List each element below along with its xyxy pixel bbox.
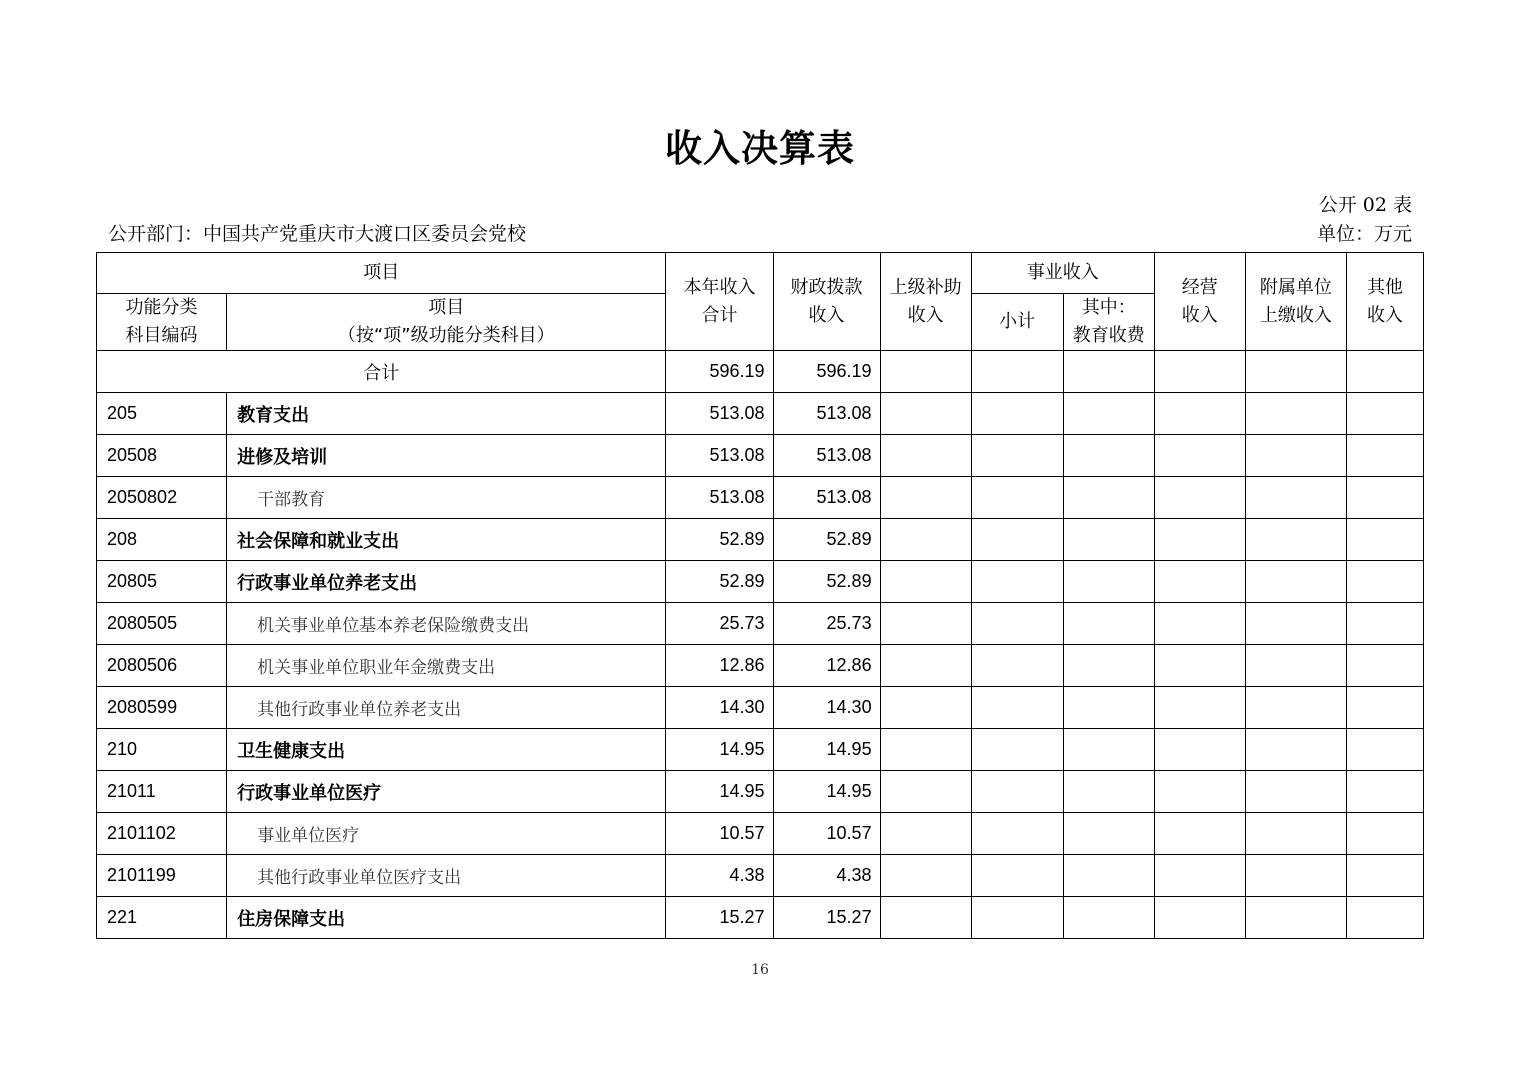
subtotal-cell [971, 645, 1063, 687]
header-fiscal [773, 253, 880, 351]
affiliate-cell [1245, 771, 1346, 813]
item-name-cell: 行政事业单位养老支出 [227, 561, 666, 603]
other-cell [1346, 855, 1423, 897]
item-name-cell: 其他行政事业单位医疗支出 [227, 855, 666, 897]
edu-fee-cell [1063, 813, 1154, 855]
superior-cell [880, 855, 971, 897]
other-cell [1346, 687, 1423, 729]
header-project-group: 项目 [97, 253, 666, 294]
table-row [97, 393, 1424, 435]
table-row [97, 855, 1424, 897]
item-name-cell: 机关事业单位基本养老保险缴费支出 [227, 603, 666, 645]
total-income-cell: 52.89 [666, 519, 773, 561]
affiliate-cell [1245, 393, 1346, 435]
table-row [97, 897, 1424, 939]
page-number: 16 [751, 962, 769, 978]
fiscal-cell: 25.73 [773, 603, 880, 645]
affiliate-cell [1245, 813, 1346, 855]
func-code-cell: 205 [97, 393, 227, 435]
func-code-cell: 2080506 [97, 645, 227, 687]
total-edu-fee-cell [1063, 351, 1154, 393]
table-row [97, 687, 1424, 729]
fiscal-cell: 14.95 [773, 729, 880, 771]
table-row [97, 561, 1424, 603]
other-cell [1346, 897, 1423, 939]
subtotal-cell [971, 477, 1063, 519]
superior-cell [880, 645, 971, 687]
affiliate-cell [1245, 687, 1346, 729]
fiscal-cell: 513.08 [773, 393, 880, 435]
header-func-code-line2: 科目编码 [125, 325, 198, 346]
edu-fee-cell [1063, 519, 1154, 561]
item-name-cell: 事业单位医疗 [227, 813, 666, 855]
superior-cell [880, 393, 971, 435]
total-income-cell: 12.86 [666, 645, 773, 687]
affiliate-cell [1245, 729, 1346, 771]
total-label: 合计 [97, 351, 666, 393]
total-income-cell: 513.08 [666, 435, 773, 477]
subtotal-cell [971, 897, 1063, 939]
total-income-cell: 596.19 [666, 351, 773, 393]
operating-cell [1154, 603, 1245, 645]
superior-cell [880, 813, 971, 855]
superior-cell [880, 477, 971, 519]
header-item-line2: （按“项”级功能分类科目） [337, 325, 555, 346]
total-income-cell: 14.95 [666, 771, 773, 813]
func-code-cell: 2080599 [97, 687, 227, 729]
superior-cell [880, 603, 971, 645]
superior-cell [880, 729, 971, 771]
fiscal-cell: 4.38 [773, 855, 880, 897]
header-affiliate-line1: 附属单位 [1259, 276, 1332, 298]
operating-cell [1154, 393, 1245, 435]
subtotal-cell [971, 855, 1063, 897]
department-label: 公开部门：中国共产党重庆市大渡口区委员会党校 [108, 223, 527, 245]
table-row [97, 771, 1424, 813]
other-cell [1346, 813, 1423, 855]
total-operating-cell [1154, 351, 1245, 393]
header-item [227, 294, 666, 351]
header-operating-line1: 经营 [1181, 276, 1218, 298]
header-edu-fee-line2: 教育收费 [1072, 325, 1145, 346]
header-other-line2: 收入 [1366, 304, 1403, 326]
func-code-cell: 210 [97, 729, 227, 771]
header-operating [1154, 253, 1245, 351]
operating-cell [1154, 729, 1245, 771]
subtotal-cell [971, 561, 1063, 603]
total-row [97, 351, 1424, 393]
superior-cell [880, 435, 971, 477]
total-income-cell: 52.89 [666, 561, 773, 603]
operating-cell [1154, 561, 1245, 603]
fiscal-cell: 14.95 [773, 771, 880, 813]
subtotal-cell [971, 771, 1063, 813]
header-other-line1: 其他 [1366, 276, 1403, 298]
item-name-cell: 机关事业单位职业年金缴费支出 [227, 645, 666, 687]
edu-fee-cell [1063, 477, 1154, 519]
header-fiscal-line2: 收入 [808, 304, 845, 326]
other-cell [1346, 771, 1423, 813]
table-number: 公开 02 表 [1318, 194, 1412, 216]
edu-fee-cell [1063, 393, 1154, 435]
operating-cell [1154, 645, 1245, 687]
operating-cell [1154, 855, 1245, 897]
fiscal-cell: 15.27 [773, 897, 880, 939]
total-superior-cell [880, 351, 971, 393]
other-cell [1346, 729, 1423, 771]
superior-cell [880, 561, 971, 603]
total-income-cell: 10.57 [666, 813, 773, 855]
edu-fee-cell [1063, 435, 1154, 477]
header-item-line1: 项目 [428, 297, 465, 318]
total-income-cell: 513.08 [666, 477, 773, 519]
affiliate-cell [1245, 435, 1346, 477]
header-other [1346, 253, 1423, 351]
header-total-income-line1: 本年收入 [683, 276, 756, 298]
header-subtotal: 小计 [971, 294, 1063, 351]
item-name-cell: 其他行政事业单位养老支出 [227, 687, 666, 729]
operating-cell [1154, 435, 1245, 477]
affiliate-cell [1245, 603, 1346, 645]
item-name-cell: 教育支出 [227, 393, 666, 435]
unit-label: 单位：万元 [1316, 223, 1412, 245]
other-cell [1346, 561, 1423, 603]
edu-fee-cell [1063, 771, 1154, 813]
table-row [97, 519, 1424, 561]
total-affiliate-cell [1245, 351, 1346, 393]
header-func-code [97, 294, 227, 351]
subtotal-cell [971, 687, 1063, 729]
func-code-cell: 2050802 [97, 477, 227, 519]
header-edu-fee-line1: 其中： [1081, 297, 1136, 318]
affiliate-cell [1245, 477, 1346, 519]
header-affiliate [1245, 253, 1346, 351]
operating-cell [1154, 519, 1245, 561]
superior-cell [880, 687, 971, 729]
total-income-cell: 513.08 [666, 393, 773, 435]
edu-fee-cell [1063, 645, 1154, 687]
affiliate-cell [1245, 897, 1346, 939]
edu-fee-cell [1063, 729, 1154, 771]
total-other-cell [1346, 351, 1423, 393]
header-total-income-line2: 合计 [701, 304, 738, 326]
header-affiliate-line2: 上缴收入 [1259, 304, 1332, 326]
other-cell [1346, 393, 1423, 435]
header-func-code-line1: 功能分类 [125, 297, 198, 318]
item-name-cell: 卫生健康支出 [227, 729, 666, 771]
fiscal-cell: 52.89 [773, 519, 880, 561]
header-fiscal-line1: 财政拨款 [790, 276, 863, 298]
item-name-cell: 行政事业单位医疗 [227, 771, 666, 813]
operating-cell [1154, 897, 1245, 939]
func-code-cell: 20508 [97, 435, 227, 477]
operating-cell [1154, 813, 1245, 855]
income-table [96, 252, 1424, 939]
total-subtotal-cell [971, 351, 1063, 393]
header-operating-line2: 收入 [1181, 304, 1218, 326]
operating-cell [1154, 771, 1245, 813]
fiscal-cell: 513.08 [773, 435, 880, 477]
subtotal-cell [971, 813, 1063, 855]
page-title: 收入决算表 [665, 127, 855, 170]
header-superior-line1: 上级补助 [889, 276, 962, 298]
func-code-cell: 2101199 [97, 855, 227, 897]
edu-fee-cell [1063, 603, 1154, 645]
func-code-cell: 20805 [97, 561, 227, 603]
fiscal-cell: 14.30 [773, 687, 880, 729]
edu-fee-cell [1063, 897, 1154, 939]
fiscal-cell: 52.89 [773, 561, 880, 603]
edu-fee-cell [1063, 855, 1154, 897]
total-fiscal-cell: 596.19 [773, 351, 880, 393]
operating-cell [1154, 687, 1245, 729]
item-name-cell: 干部教育 [227, 477, 666, 519]
header-superior-line2: 收入 [907, 304, 944, 326]
table-row [97, 477, 1424, 519]
func-code-cell: 21011 [97, 771, 227, 813]
operating-cell [1154, 477, 1245, 519]
fiscal-cell: 12.86 [773, 645, 880, 687]
total-income-cell: 14.30 [666, 687, 773, 729]
fiscal-cell: 10.57 [773, 813, 880, 855]
other-cell [1346, 519, 1423, 561]
total-income-cell: 15.27 [666, 897, 773, 939]
affiliate-cell [1245, 519, 1346, 561]
other-cell [1346, 645, 1423, 687]
edu-fee-cell [1063, 561, 1154, 603]
other-cell [1346, 477, 1423, 519]
affiliate-cell [1245, 855, 1346, 897]
total-income-cell: 25.73 [666, 603, 773, 645]
item-name-cell: 住房保障支出 [227, 897, 666, 939]
header-superior [880, 253, 971, 351]
total-income-cell: 4.38 [666, 855, 773, 897]
header-career-group: 事业收入 [971, 253, 1154, 294]
table-row [97, 435, 1424, 477]
table-row [97, 603, 1424, 645]
superior-cell [880, 519, 971, 561]
func-code-cell: 221 [97, 897, 227, 939]
affiliate-cell [1245, 561, 1346, 603]
header-total-income [666, 253, 773, 351]
superior-cell [880, 897, 971, 939]
superior-cell [880, 771, 971, 813]
subtotal-cell [971, 393, 1063, 435]
header-edu-fee [1063, 294, 1154, 351]
total-income-cell: 14.95 [666, 729, 773, 771]
subtotal-cell [971, 729, 1063, 771]
func-code-cell: 2080505 [97, 603, 227, 645]
subtotal-cell [971, 603, 1063, 645]
table-row [97, 645, 1424, 687]
other-cell [1346, 435, 1423, 477]
item-name-cell: 社会保障和就业支出 [227, 519, 666, 561]
fiscal-cell: 513.08 [773, 477, 880, 519]
other-cell [1346, 603, 1423, 645]
affiliate-cell [1245, 645, 1346, 687]
item-name-cell: 进修及培训 [227, 435, 666, 477]
func-code-cell: 208 [97, 519, 227, 561]
table-row [97, 813, 1424, 855]
table-row [97, 729, 1424, 771]
edu-fee-cell [1063, 687, 1154, 729]
func-code-cell: 2101102 [97, 813, 227, 855]
subtotal-cell [971, 519, 1063, 561]
subtotal-cell [971, 435, 1063, 477]
